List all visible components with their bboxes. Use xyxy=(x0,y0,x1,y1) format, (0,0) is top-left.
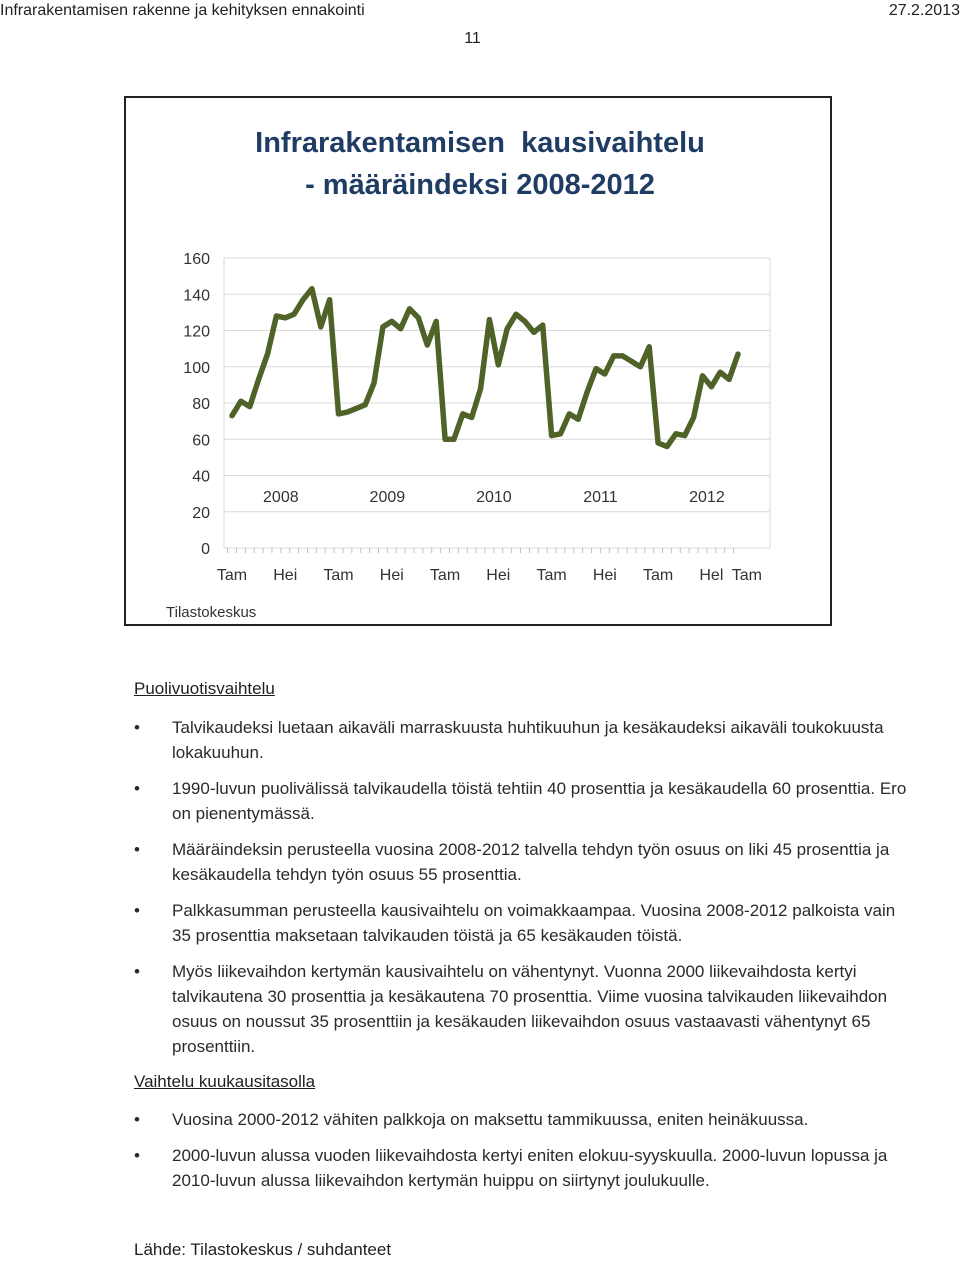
data-point xyxy=(675,433,677,435)
bullet-item: • 1990-luvun puolivälissä talvikaudella töistä tehtiin 40 prosenttia ja kesäkaudella 60 prosenttia. Ero on pienentymässä. xyxy=(134,776,914,826)
data-point xyxy=(364,404,366,406)
data-point xyxy=(471,417,473,419)
data-point xyxy=(293,313,295,315)
data-point xyxy=(311,288,313,290)
x-tick-label: Hei xyxy=(592,567,617,584)
data-point xyxy=(320,326,322,328)
data-point xyxy=(409,308,411,310)
y-tick-label: 80 xyxy=(192,396,210,413)
bullet-item: • Myös liikevaihdon kertymän kausivaihtelu on vähentynyt. Vuonna 2000 liikevaihdosta kertyi talvikautena 30 prosenttia ja kesäkautena 70 prosenttia. Viime vuosina talvikauden liikevaihdon osuus on noussut 35 prosenttiin ja kesäkauden liikevaihdon osuus vastaavasti vähentynyt 65 prosenttiin. xyxy=(134,959,914,1059)
data-point xyxy=(622,355,624,357)
data-point xyxy=(533,332,535,334)
data-point xyxy=(648,346,650,348)
x-tick-label: Hei xyxy=(273,567,298,584)
data-point xyxy=(444,438,446,440)
y-tick-label: 20 xyxy=(192,504,210,522)
data-point xyxy=(719,371,721,373)
bullet-list-half-year xyxy=(134,715,914,1059)
x-tick-label: Tam xyxy=(536,567,567,584)
page-header-title: Infrarakentamisen rakenne ja kehityksen ennakointi xyxy=(0,2,365,19)
data-point xyxy=(489,319,491,321)
data-point xyxy=(391,321,393,323)
bullet-item: • 2000-luvun alussa vuoden liikevaihdosta kertyi eniten elokuu-syyskuulla. 2000-luvun lopussa ja 2010-luvun alussa liikevaihdon kertymän huippu on siirtynyt joulukuulle. xyxy=(134,1143,914,1193)
section-heading-monthly: Vaihtelu kuukausitasolla xyxy=(134,1072,316,1091)
data-point xyxy=(657,442,659,444)
bullet-item: • Vuosina 2000-2012 vähiten palkkoja on maksettu tammikuussa, eniten heinäkuussa. xyxy=(134,1107,914,1132)
bullet-list-monthly xyxy=(134,1107,914,1193)
data-point xyxy=(737,353,739,355)
data-point xyxy=(711,386,713,388)
data-point xyxy=(418,317,420,319)
data-point xyxy=(338,413,340,415)
y-tick-label: 140 xyxy=(183,287,210,305)
data-point xyxy=(702,375,704,377)
x-tick-label: Hei xyxy=(486,567,511,584)
page-header-date: 27.2.2013 xyxy=(888,2,960,19)
data-point xyxy=(595,368,597,370)
x-tick-label: Hei xyxy=(379,567,404,584)
data-point xyxy=(506,328,508,330)
data-point xyxy=(640,366,642,368)
year-label: 2010 xyxy=(476,489,512,506)
data-point xyxy=(586,391,588,393)
data-point xyxy=(728,379,730,381)
chart-grid xyxy=(224,258,770,553)
series-line xyxy=(232,289,738,447)
year-label: 2011 xyxy=(583,489,618,506)
data-point xyxy=(347,411,349,413)
data-point xyxy=(577,419,579,421)
data-point xyxy=(382,326,384,328)
data-point xyxy=(231,415,233,417)
y-tick-label: 60 xyxy=(192,432,210,450)
data-point xyxy=(276,315,278,317)
data-point xyxy=(693,417,695,419)
data-point xyxy=(480,388,482,390)
data-point xyxy=(569,413,571,415)
chart-series xyxy=(231,288,739,447)
data-point xyxy=(631,361,633,363)
y-tick-label: 120 xyxy=(183,323,210,341)
data-point xyxy=(400,328,402,330)
data-point xyxy=(284,317,286,319)
y-axis-tick-labels xyxy=(183,251,210,558)
data-point xyxy=(560,433,562,435)
year-labels xyxy=(263,489,725,506)
chart-title-line-2: - määräindeksi 2008-2012 xyxy=(305,169,655,201)
data-point xyxy=(613,355,615,357)
data-point xyxy=(462,413,464,415)
year-label: 2008 xyxy=(263,489,299,506)
bullet-item: • Määräindeksin perusteella vuosina 2008-2012 talvella tehdyn työn osuus on liki 45 prosenttia ja kesäkaudella tehdyn työn osuus 55 prosenttia. xyxy=(134,837,914,887)
bullet-item: • Palkkasumman perusteella kausivaihtelu on voimakkaampaa. Vuosina 2008-2012 palkoista vain 35 prosenttia maksetaan talvikauden töistä ja 65 kesäkauden töistä. xyxy=(134,898,914,948)
data-point xyxy=(684,435,686,437)
data-point xyxy=(302,299,304,301)
x-tick-label: Hel xyxy=(699,567,724,584)
year-label: 2012 xyxy=(689,489,725,506)
data-point xyxy=(435,321,437,323)
data-point xyxy=(666,446,668,448)
data-point xyxy=(604,373,606,375)
chart-source: Tilastokeskus xyxy=(166,604,257,621)
data-point xyxy=(258,379,260,381)
data-point xyxy=(453,438,455,440)
x-tick-label: Tam xyxy=(642,567,674,584)
data-point xyxy=(551,435,553,437)
y-tick-label: 100 xyxy=(183,359,210,377)
year-label: 2009 xyxy=(369,489,406,506)
y-tick-label: 160 xyxy=(183,251,210,268)
data-point xyxy=(524,321,526,323)
x-tick-label: Tam xyxy=(216,567,248,584)
data-point xyxy=(267,353,269,355)
data-point xyxy=(542,324,544,326)
x-tick-label: Tam xyxy=(323,567,354,584)
footer-source-note: Lähde: Tilastokeskus / suhdanteet xyxy=(134,1240,392,1259)
data-point xyxy=(240,400,242,402)
y-tick-label: 0 xyxy=(201,541,210,558)
data-point xyxy=(249,406,251,408)
page-number: 11 xyxy=(464,30,481,47)
data-point xyxy=(329,299,331,301)
x-axis-tick-labels xyxy=(217,567,762,584)
x-tick-label: Tam xyxy=(731,567,762,584)
bullet-item: • Talvikaudeksi luetaan aikaväli marraskuusta huhtikuuhun ja kesäkaudeksi aikaväli toukokuusta lokakuuhun. xyxy=(134,715,914,765)
data-point xyxy=(498,364,500,366)
chart-title-line-1: Infrarakentamisen kausivaihtelu xyxy=(255,127,705,159)
y-tick-label: 40 xyxy=(192,468,210,486)
data-point xyxy=(373,382,375,384)
section-heading-half-year: Puolivuotisvaihtelu xyxy=(134,679,275,698)
data-point xyxy=(515,313,517,315)
data-point xyxy=(426,344,428,346)
data-point xyxy=(355,408,357,410)
x-tick-label: Tam xyxy=(429,567,461,584)
